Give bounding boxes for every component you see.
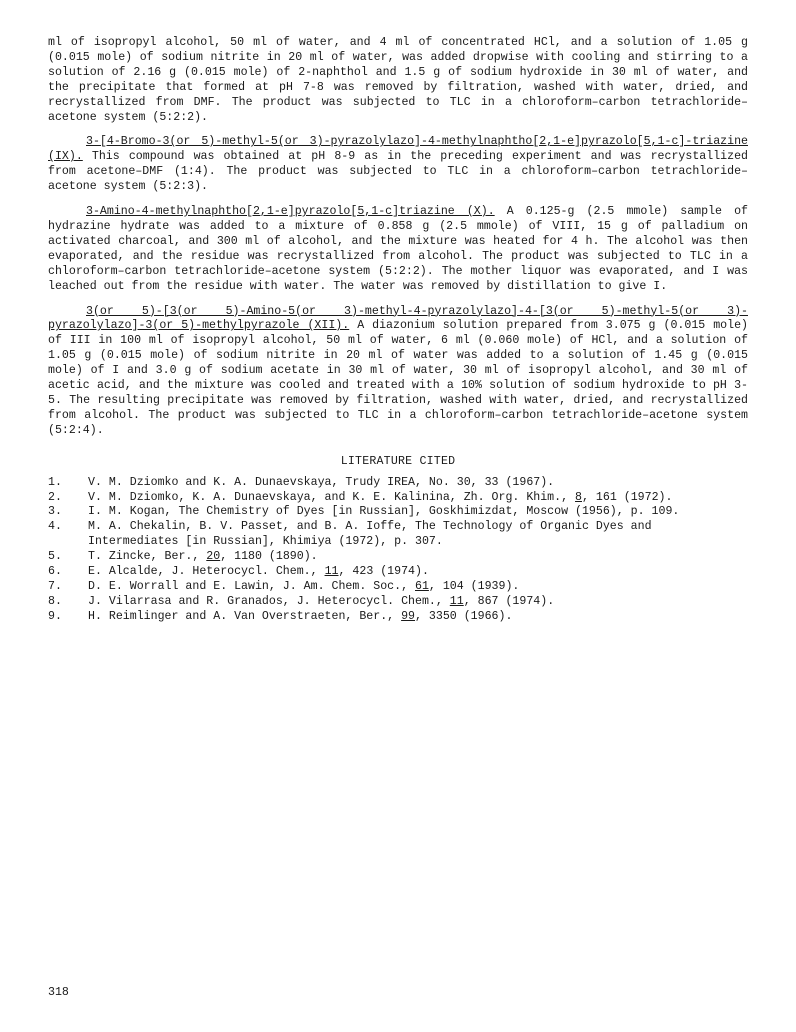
reference-pages: , 867 (1974). — [463, 594, 555, 608]
reference-item — [48, 491, 748, 506]
paragraph-compound-xii — [48, 305, 748, 439]
reference-item — [48, 580, 748, 595]
reference-text: E. Alcalde, J. Heterocycl. Chem., — [88, 565, 325, 579]
page-number: 318 — [48, 986, 69, 999]
reference-text: V. M. Dziomko, K. A. Dunaevskaya, and K. E. Kalinina, Zh. Org. Khim., — [88, 490, 576, 504]
reference-pages: , 104 (1939). — [428, 580, 520, 593]
reference-number: 8. — [48, 594, 62, 608]
reference-volume: 11 — [449, 594, 464, 608]
reference-number: 1. — [48, 475, 62, 489]
reference-item — [48, 476, 748, 491]
reference-volume: 11 — [324, 565, 339, 579]
reference-number: 2. — [48, 490, 62, 504]
page-content — [48, 36, 748, 625]
reference-text: J. Vilarrasa and R. Granados, J. Heterocycl. Chem., — [88, 594, 450, 608]
reference-number: 3. — [48, 505, 62, 519]
reference-item — [48, 565, 748, 580]
reference-pages: , 423 (1974). — [338, 565, 429, 579]
reference-item — [48, 520, 748, 550]
reference-text: M. A. Chekalin, B. V. Passet, and B. A. Ioffe, The Technology of Organic Dyes and Intermediates [in Russian], Khimiya (1972), p. 307. — [88, 520, 652, 549]
reference-item — [48, 610, 748, 625]
reference-text: H. Reimlinger and A. Van Overstraeten, Ber., — [88, 609, 402, 623]
paragraph-body: A diazonium solution prepared from 3.075 g (0.015 mole) of III in 100 ml of isopropyl alcohol, 50 ml of water, 6 ml (0.060 mole) of HCl, and a solution of 1.05 g (0.015 mole) of sodium nitrite in 20 ml of water was added to a solution of 1.45 g (0.015 mole) of I and 3.0 g of sodium acetate in 30 ml of water, 30 ml of isopropyl alcohol, and 30 ml of acetic acid, and the mixture was cooled and treated with a 10% solution of sodium hydroxide to pH 3-5. The resulting precipitate was removed by filtration, washed with water, dried, and recrystallized from alcohol. The product was subjected to TLC in a chloroform–carbon tetrachloride–acetone system (5:2:4). — [48, 319, 748, 437]
reference-pages: , 3350 (1966). — [415, 609, 513, 623]
reference-number: 9. — [48, 609, 62, 623]
reference-number: 4. — [48, 520, 62, 534]
reference-item — [48, 505, 748, 520]
reference-number: 7. — [48, 580, 62, 593]
compound-heading: 3(or 5)-[3(or 5)-Amino-5(or 3)-methyl-4-pyrazolylazo]-4-[3(or 5)-methyl-5(or 3)-pyrazolylazo]-3(or 5)-methylpyrazole (XII). — [48, 304, 748, 333]
reference-text: T. Zincke, Ber., — [88, 550, 207, 564]
reference-volume: 8 — [575, 490, 582, 504]
compound-heading: 3-Amino-4-methylnaphtho[2,1-e]pyrazolo[5,1-c]triazine (X). — [86, 205, 495, 219]
reference-text: D. E. Worrall and E. Lawin, J. Am. Chem. Soc., — [88, 580, 415, 593]
reference-volume: 20 — [206, 550, 221, 564]
reference-number: 5. — [48, 550, 62, 564]
paragraph-compound-ix — [48, 135, 748, 195]
literature-cited-heading: LITERATURE CITED — [340, 454, 456, 468]
reference-volume: 61 — [415, 580, 429, 593]
reference-pages: , 161 (1972). — [582, 490, 673, 504]
reference-pages: , 1180 (1890). — [220, 550, 318, 564]
reference-text: I. M. Kogan, The Chemistry of Dyes [in Russian], Goskhimizdat, Moscow (1956), p. 109. — [88, 505, 680, 519]
paragraph-compound-x — [48, 205, 748, 294]
paragraph-body: This compound was obtained at pH 8-9 as in the preceding experiment and was recrystallized from acetone–DMF (1:4). The product was subjected to TLC in a chloroform–carbon tetrachloride–acetone system (5:2:3). — [48, 150, 748, 194]
reference-number: 6. — [48, 565, 62, 579]
reference-volume: 99 — [401, 609, 416, 623]
compound-heading: 3-[4-Bromo-3(or 5)-methyl-5(or 3)-pyrazolylazo]-4-methylnaphtho[2,1-e]pyrazolo[5,1-c]-triazine (IX). — [48, 135, 748, 164]
reference-list — [48, 476, 748, 625]
reference-text: V. M. Dziomko and K. A. Dunaevskaya, Trudy IREA, No. 30, 33 (1967). — [88, 475, 555, 489]
paragraph-body: A 0.125-g (2.5 mmole) sample of hydrazine hydrate was added to a mixture of 0.858 g (2.5 mmole) of VIII, 15 g of palladium on activated charcoal, and 300 ml of alcohol, and the mixture was heated for 4 h. The alcohol was then evaporated, and the residue was recrystallized from alcohol. The product was subjected to TLC in a chloroform–carbon tetrachloride–acetone system (5:2:2). The mother liquor was evaporated, and I was leached out from the residue with water. The water was removed by distillation to give I. — [48, 205, 749, 293]
reference-item — [48, 550, 748, 565]
paragraph-experimental-continued: ml of isopropyl alcohol, 50 ml of water, and 4 ml of concentrated HCl, and a solution of 1.05 g (0.015 mole) of sodium nitrite in 20 ml of water, was added dropwise with cooling and stirring to a solution of 2.16 g (0.015 mole) of 2-naphthol and 1.5 g of sodium hydroxide in 30 ml of water, and the precipitate that formed at pH 7-8 was removed by filtration, washed with water, dried, and recrystallized from DMF. The product was subjected to TLC in a chloroform–carbon tetrachloride–acetone system (5:2:2). — [48, 36, 748, 124]
reference-item — [48, 595, 748, 610]
